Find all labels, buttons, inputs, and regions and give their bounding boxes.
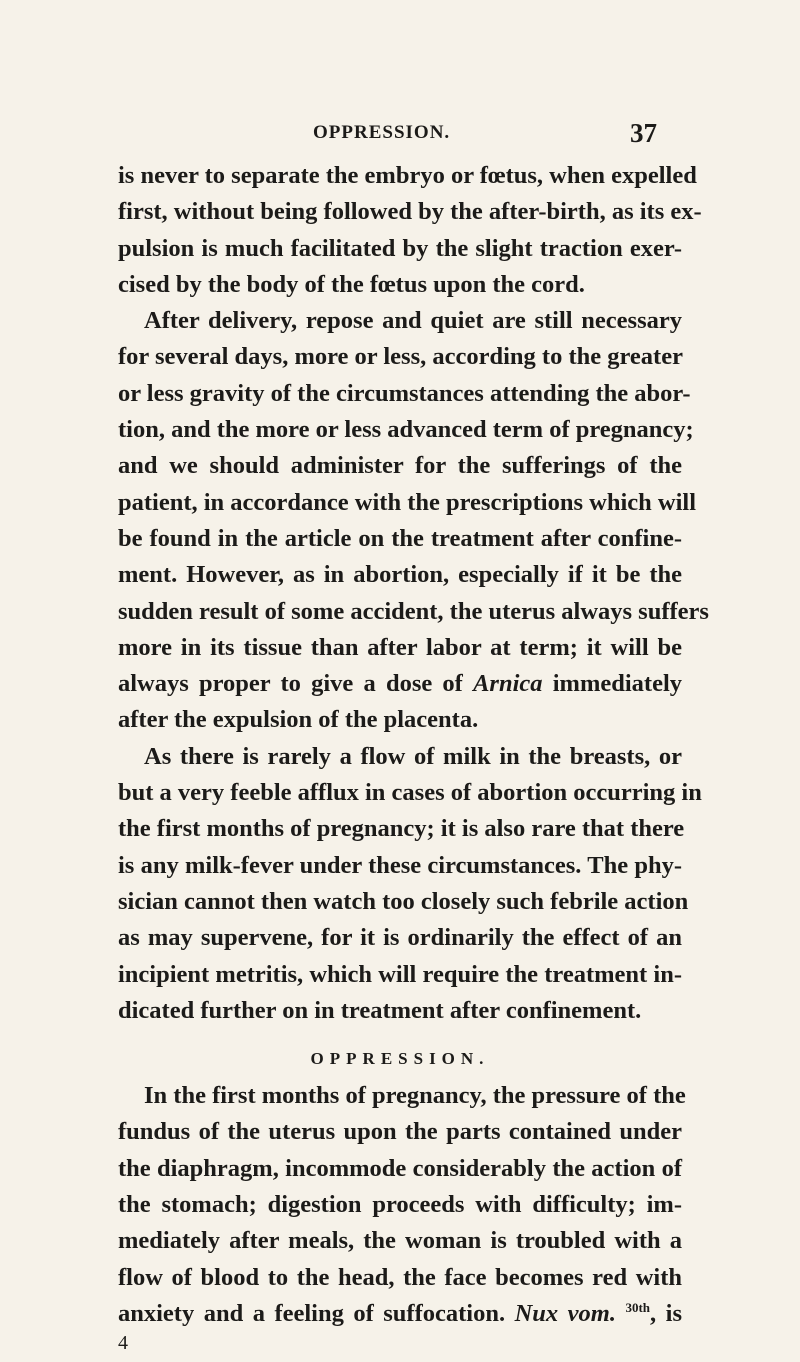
text-line: cised by the body of the fœtus upon the cord.: [118, 270, 585, 298]
text-line: is never to separate the embryo or fœtus, when expelled: [118, 162, 697, 189]
running-title: OPPRESSION.: [313, 122, 451, 143]
text-line: but a very feeble afflux in cases of abortion occurring in: [118, 779, 702, 807]
text-line: the diaphragm, incommode considerably the action of: [118, 1154, 682, 1182]
text-line: pulsion is much facilitated by the slight traction exer-: [118, 234, 682, 262]
text-line: be found in the article on the treatment after confine-: [118, 524, 682, 552]
text-fragment: , is: [650, 1299, 682, 1327]
potency-superscript: 30th: [625, 1299, 651, 1315]
text-line: fundus of the uterus upon the parts contained under: [118, 1118, 682, 1146]
text-line: As there is rarely a flow of milk in the breasts, or: [144, 742, 682, 770]
text-line: first, without being followed by the after-birth, as its ex-: [118, 198, 702, 226]
text-line: for several days, more or less, according to the greater: [118, 343, 683, 371]
text-line: incipient metritis, which will require the treatment in-: [118, 960, 682, 988]
text-line: mediately after meals, the woman is troubled with a: [118, 1227, 682, 1255]
text-line: after the expulsion of the placenta.: [118, 706, 479, 734]
text-line: In the first months of pregnancy, the pressure of the: [144, 1082, 686, 1110]
paragraph-3: [118, 739, 702, 1029]
text-line: ment. However, as in abortion, especially if it be the: [118, 561, 682, 589]
text-line: the stomach; digestion proceeds with difficulty; im-: [118, 1191, 682, 1219]
text-line: more in its tissue than after labor at term; it will be: [118, 633, 682, 661]
body-text: [118, 158, 709, 1362]
text-fragment: anxiety and a feeling of suffocation.: [118, 1299, 506, 1327]
text-line: After delivery, repose and quiet are still necessary: [144, 307, 682, 335]
text-line: sudden result of some accident, the uterus always suffers: [118, 597, 709, 625]
running-head: [0, 118, 800, 148]
text-line: tion, and the more or less advanced term of pregnancy;: [118, 416, 694, 444]
page-number: 37: [630, 118, 657, 148]
text-line: or less gravity of the circumstances attending the abor-: [118, 379, 691, 407]
section-heading: OPPRESSION.: [310, 1049, 490, 1069]
text-line: as may supervene, for it is ordinarily the effect of an: [118, 924, 682, 952]
paragraph-4: [118, 1078, 686, 1332]
remedy-name-arnica: Arnica: [473, 670, 543, 698]
text-line: [118, 666, 682, 702]
text-fragment: immediately: [552, 670, 683, 698]
text-fragment: always proper to give a dose of: [118, 670, 463, 698]
remedy-name-nux-vomica: Nux vom.: [514, 1299, 616, 1327]
text-line: patient, in accordance with the prescriptions which will: [118, 488, 697, 516]
text-line: [118, 1296, 682, 1332]
signature-mark: 4: [118, 1332, 128, 1355]
paragraph-2: [118, 303, 709, 739]
text-line: and we should administer for the sufferings of the: [118, 452, 682, 480]
text-line: is any milk-fever under these circumstances. The phy-: [118, 851, 682, 879]
text-line: sician cannot then watch too closely such febrile action: [118, 887, 689, 915]
text-line: the first months of pregnancy; it is also rare that there: [118, 815, 685, 843]
text-line: dicated further on in treatment after confinement.: [118, 996, 642, 1024]
text-line: flow of blood to the head, the face becomes red with: [118, 1263, 682, 1291]
paragraph-1: [118, 158, 702, 303]
